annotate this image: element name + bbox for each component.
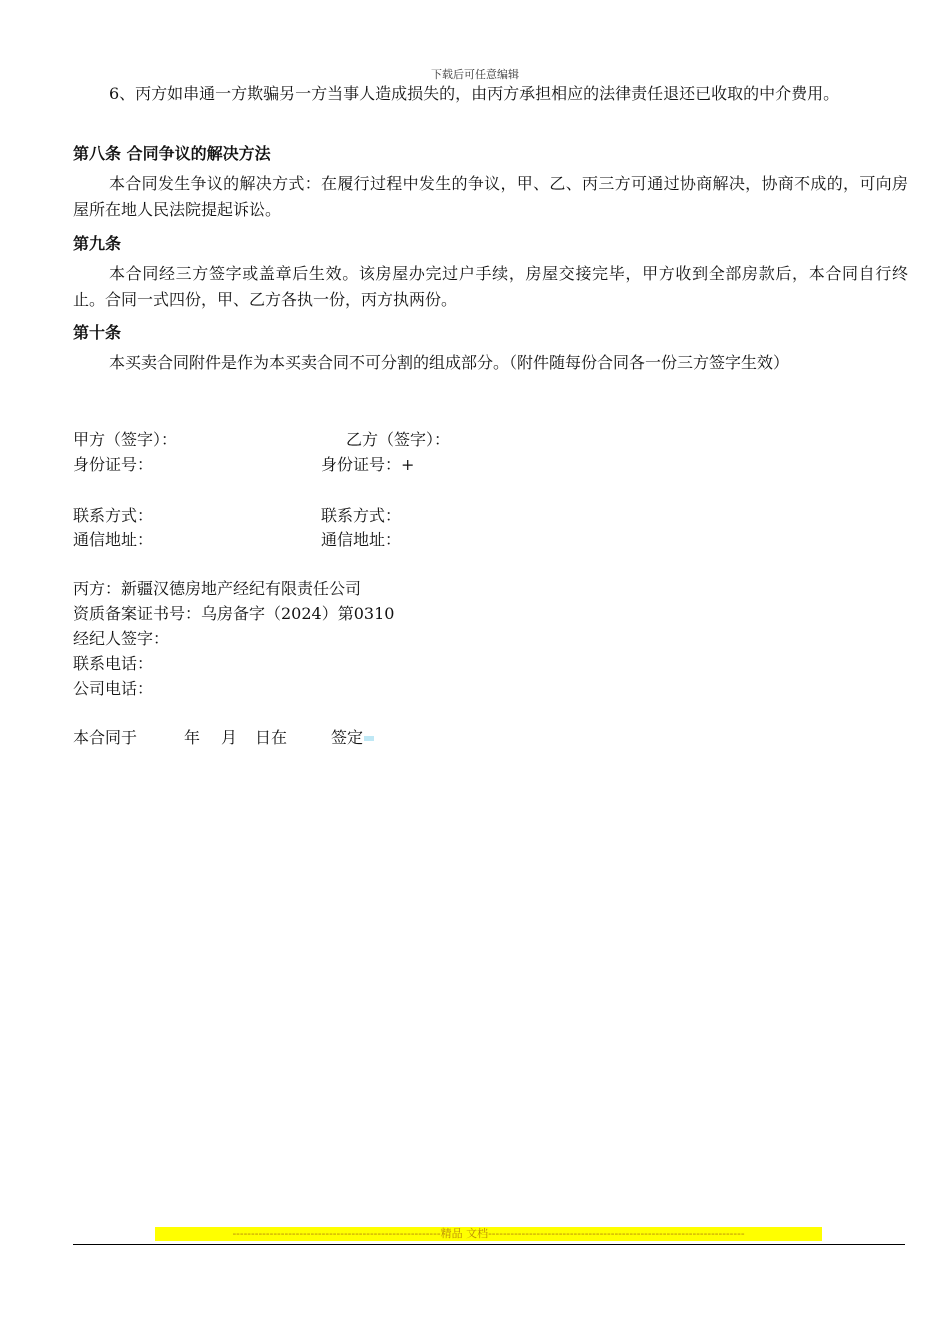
agent-sign: 经纪人签字： bbox=[73, 629, 170, 648]
signing-signed: 签定 bbox=[331, 728, 364, 747]
text-cursor-marker bbox=[364, 736, 374, 741]
party-c-name: 丙方：新疆汉德房地产经纪有限责任公司 bbox=[73, 579, 362, 598]
header-note: 下载后可任意编辑 bbox=[431, 68, 519, 81]
article-10-title: 第十条 bbox=[73, 323, 122, 342]
company-phone: 公司电话： bbox=[73, 679, 154, 698]
party-a-contact: 联系方式： bbox=[73, 506, 154, 525]
party-a-id: 身份证号： bbox=[73, 455, 154, 474]
article-10-body: 本买卖合同附件是作为本买卖合同不可分割的组成部分。（附件随每份合同各一份三方签字生效） bbox=[109, 353, 790, 372]
article-8-body: 本合同发生争议的解决方式：在履行过程中发生的争议，甲、乙、丙三方可通过协商解决，协商不成的，可向房屋所在地人民法院提起诉讼。 bbox=[73, 174, 908, 219]
party-b-contact: 联系方式： bbox=[321, 506, 402, 525]
footer-rule bbox=[73, 1244, 905, 1245]
signing-month: 月 bbox=[221, 728, 238, 747]
party-c-license: 资质备案证书号：乌房备字（2024）第0310 bbox=[73, 604, 395, 623]
article-8-title: 第八条 合同争议的解决方法 bbox=[73, 144, 271, 163]
signing-day-at: 日在 bbox=[255, 728, 288, 747]
clause-item-6: 6、丙方如串通一方欺骗另一方当事人造成损失的，由丙方承担相应的法律责任退还已收取的中介费用。 bbox=[109, 84, 840, 103]
signing-year: 年 bbox=[184, 728, 201, 747]
footer-band: --------------------------------------------------------精品 文档--------------------------------------------------------------------- bbox=[155, 1227, 822, 1241]
article-9-body: 本合同经三方签字或盖章后生效。该房屋办完过户手续，房屋交接完毕，甲方收到全部房款后，本合同自行终止。合同一式四份，甲、乙方各执一份，丙方执两份。 bbox=[73, 264, 908, 309]
party-b-address: 通信地址： bbox=[321, 530, 402, 549]
signing-prefix: 本合同于 bbox=[73, 728, 138, 747]
party-a-address: 通信地址： bbox=[73, 530, 154, 549]
party-b-sign: 乙方（签字）： bbox=[346, 430, 451, 449]
signing-signed-line bbox=[331, 725, 374, 748]
party-a-sign: 甲方（签字）： bbox=[73, 430, 178, 449]
article-9-title: 第九条 bbox=[73, 234, 122, 253]
contact-phone: 联系电话： bbox=[73, 654, 154, 673]
party-b-id: 身份证号：+ bbox=[321, 455, 415, 474]
